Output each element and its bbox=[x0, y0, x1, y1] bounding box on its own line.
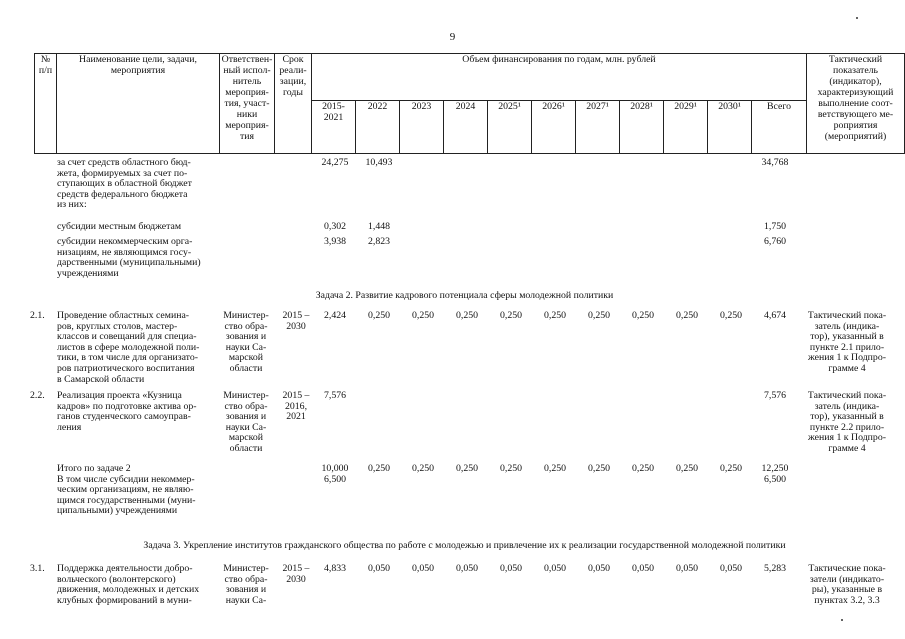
header-year: 2015- 2021 bbox=[312, 101, 356, 154]
cell-2022: 0,250 bbox=[367, 463, 391, 474]
cell-2023: 0,250 bbox=[411, 463, 435, 474]
row-name: за счет средств областного бюд- жета, формируемых за счет по- ступающих в областной бюджет средств федерального бюджета из них: bbox=[57, 157, 192, 211]
cell-2015: 2,424 bbox=[323, 310, 347, 321]
row-name: Реализация проекта «Кузница кадров» по подготовке актива ор- ганов студенческого самоуправ- ления bbox=[57, 390, 197, 433]
row-number: 3.1. bbox=[30, 563, 45, 574]
header-name: Наименование цели, задачи, мероприятия bbox=[57, 54, 220, 154]
scan-speck bbox=[856, 17, 858, 19]
row-responsible: Министер- ство обра- зования и науки Са- bbox=[223, 563, 269, 606]
row-name: Проведение областных семина- ров, круглых столов, мастер- классов и совещаний для специа- листов в сфере молодежной поли- тики, в том числе для организато- ров патриотического воспитания в Самарской области bbox=[57, 310, 200, 385]
header-year: 2028¹ bbox=[620, 101, 664, 154]
table-header bbox=[34, 53, 905, 154]
cell-total: 12,250 6,500 bbox=[761, 463, 789, 485]
cell-2024: 0,250 bbox=[455, 463, 479, 474]
cell-total: 1,750 bbox=[763, 221, 787, 232]
cell-2015: 4,833 bbox=[323, 563, 347, 574]
cell-total: 4,674 bbox=[763, 310, 787, 321]
cell-2029: 0,250 bbox=[675, 463, 699, 474]
cell-2025: 0,250 bbox=[499, 463, 523, 474]
task-heading: Задача 3. Укрепление институтов гражданского общества по работе с молодежью и привлечение их к реализации государственной молодежной политики bbox=[143, 540, 786, 551]
cell-2026: 0,250 bbox=[543, 463, 567, 474]
cell-2028: 0,250 bbox=[631, 463, 655, 474]
cell-2028: 0,050 bbox=[631, 563, 655, 574]
cell-total: 6,760 bbox=[763, 236, 787, 247]
header-total: Всего bbox=[752, 101, 807, 154]
row-name: субсидии некоммерческим орга- низациям, не являющимся госу- дарственными (муниципальными) учреждениями bbox=[57, 236, 201, 279]
cell-2024: 0,050 bbox=[455, 563, 479, 574]
header-year: 2023 bbox=[400, 101, 444, 154]
header-year: 2029¹ bbox=[664, 101, 708, 154]
row-name: субсидии местным бюджетам bbox=[57, 221, 182, 232]
header-financing: Объем финансирования по годам, млн. рублей bbox=[312, 54, 807, 101]
row-name: Поддержка деятельности добро- вольческого (волонтерского) движения, молодежных и детских клубных формирований в муни- bbox=[57, 563, 200, 606]
cell-2015: 0,302 bbox=[323, 221, 347, 232]
cell-2023: 0,050 bbox=[411, 563, 435, 574]
cell-2026: 0,250 bbox=[543, 310, 567, 321]
header-year: 2022 bbox=[356, 101, 400, 154]
cell-2027: 0,250 bbox=[587, 310, 611, 321]
header-term: Срок реали- зации, годы bbox=[275, 54, 312, 154]
cell-total: 34,768 bbox=[761, 157, 789, 168]
cell-2030: 0,250 bbox=[719, 310, 743, 321]
cell-2026: 0,050 bbox=[543, 563, 567, 574]
cell-2029: 0,050 bbox=[675, 563, 699, 574]
header-indicator: Тактический показатель (индикатор), характеризующий выполнение соот- ветствующего ме- роприятия (мероприятий) bbox=[807, 54, 905, 154]
task-heading: Задача 2. Развитие кадрового потенциала сферы молодежной политики bbox=[315, 290, 614, 301]
row-number: 2.2. bbox=[30, 390, 45, 401]
cell-2030: 0,050 bbox=[719, 563, 743, 574]
cell-2029: 0,250 bbox=[675, 310, 699, 321]
cell-2022: 10,493 bbox=[365, 157, 393, 168]
header-num: № п/п bbox=[35, 54, 57, 154]
cell-2025: 0,250 bbox=[499, 310, 523, 321]
cell-2022: 2,823 bbox=[367, 236, 391, 247]
row-term: 2015 – 2016, 2021 bbox=[282, 390, 310, 423]
header-year: 2025¹ bbox=[488, 101, 532, 154]
row-term: 2015 – 2030 bbox=[282, 310, 310, 332]
cell-2015: 10,000 6,500 bbox=[321, 463, 349, 485]
cell-2028: 0,250 bbox=[631, 310, 655, 321]
cell-2025: 0,050 bbox=[499, 563, 523, 574]
cell-2023: 0,250 bbox=[411, 310, 435, 321]
cell-2027: 0,050 bbox=[587, 563, 611, 574]
header-year: 2024 bbox=[444, 101, 488, 154]
cell-2015: 7,576 bbox=[323, 390, 347, 401]
row-responsible: Министер- ство обра- зования и науки Са- марской области bbox=[223, 310, 269, 374]
row-indicator: Тактический пока- затель (индика- тор), указанный в пункте 2.1 прило- жения 1 к Подпро- грамме 4 bbox=[807, 310, 887, 374]
page-number: 9 bbox=[449, 31, 456, 43]
scan-speck bbox=[841, 619, 843, 621]
cell-2015: 24,275 bbox=[321, 157, 349, 168]
cell-2027: 0,250 bbox=[587, 463, 611, 474]
header-responsible: Ответствен- ный испол- нитель мероприя- тия, участ- ники мероприя- тия bbox=[220, 54, 275, 154]
header-year: 2026¹ bbox=[532, 101, 576, 154]
cell-2022: 0,250 bbox=[367, 310, 391, 321]
row-responsible: Министер- ство обра- зования и науки Са- марской области bbox=[223, 390, 269, 454]
cell-2024: 0,250 bbox=[455, 310, 479, 321]
row-indicator: Тактические пока- затели (индикато- ры), указанные в пунктах 3.2, 3.3 bbox=[808, 563, 886, 606]
header-year: 2030¹ bbox=[708, 101, 752, 154]
cell-2022: 0,050 bbox=[367, 563, 391, 574]
row-indicator: Тактический пока- затель (индика- тор), указанный в пункте 2.2 прило- жения 1 к Подпро- грамме 4 bbox=[807, 390, 887, 454]
row-number: 2.1. bbox=[30, 310, 45, 321]
cell-total: 5,283 bbox=[763, 563, 787, 574]
row-term: 2015 – 2030 bbox=[282, 563, 310, 585]
cell-2022: 1,448 bbox=[367, 221, 391, 232]
cell-total: 7,576 bbox=[763, 390, 787, 401]
header-year: 2027¹ bbox=[576, 101, 620, 154]
cell-2015: 3,938 bbox=[323, 236, 347, 247]
total-row-name: Итого по задаче 2 В том числе субсидии некоммер- ческим организациям, не являю- щимся государственными (муни- ципальными) учреждениями bbox=[57, 463, 196, 517]
cell-2030: 0,250 bbox=[719, 463, 743, 474]
